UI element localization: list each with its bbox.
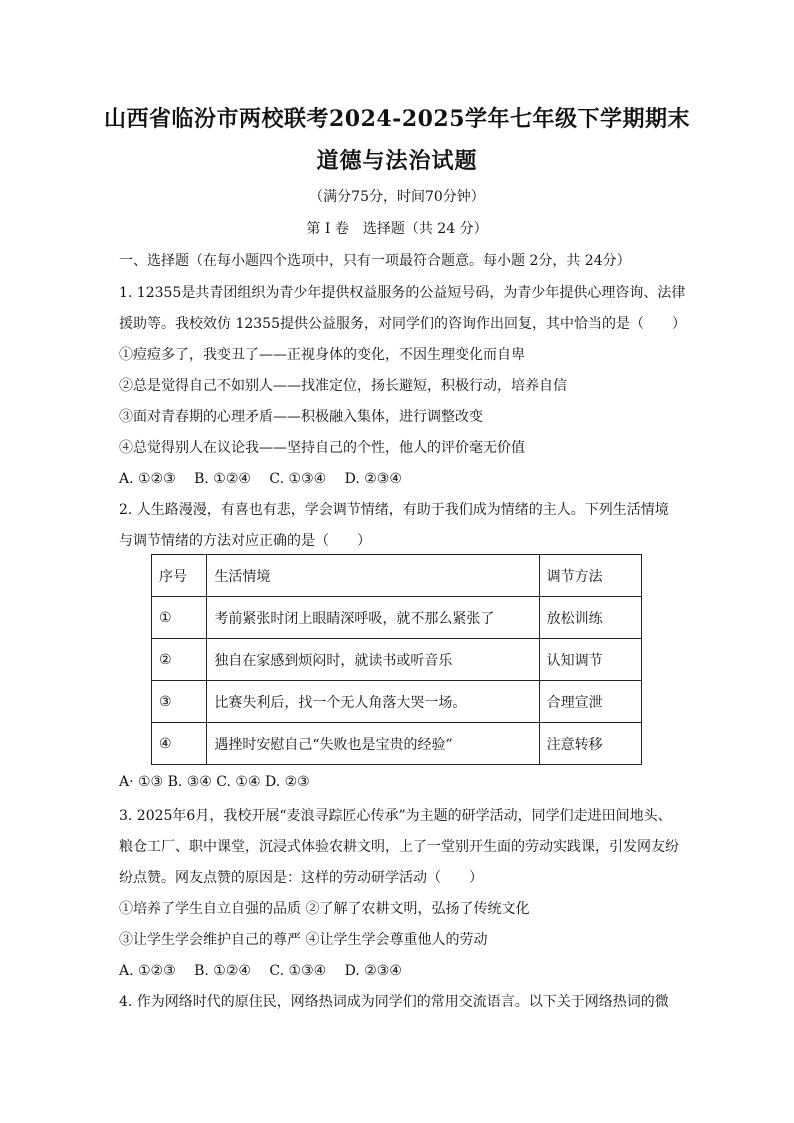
exam-subject: 道德与法治试题 [316,148,478,174]
q1-stem-line2: 援助等。我校效仿 12355提供公益服务，对同学们的咨询作出回复，其中恰当的是（ ） [119,316,686,332]
score-time-note: （满分75分，时间70分钟） [309,189,485,205]
table-cell: ② [152,639,207,681]
q3-items-line2: ③让学生学会维护自己的尊严 ④让学生学会尊重他人的劳动 [119,932,488,948]
table-row [152,597,642,639]
table-row [152,639,642,681]
q3-stem-line2: 粮仓工厂、职中课堂，沉浸式体验农耕文明，上了一堂别开生面的劳动实践课，引发网友纷 [119,839,679,855]
q3-stem-line1: 3. 2025年6月，我校开展“麦浪寻踪匠心传承”为主题的研学活动，同学们走进田间地头、 [119,808,672,824]
q1-stem-line1: 1. 12355是共青团组织为青少年提供权益服务的公益短号码，为青少年提供心理咨询、法律 [119,285,686,301]
q4-stem-line1: 4. 作为网络时代的原住民，网络热词成为同学们的常用交流语言。以下关于网络热词的微 [119,994,669,1010]
volume-heading: 第 I 卷 选择题（共 24 分） [306,221,488,237]
table-header-row [152,555,642,597]
q1-item-2: ②总是觉得自己不如别人——找准定位，扬长避短，积极行动，培养自信 [119,378,567,394]
q3-stem-line3: 纷点赞。网友点赞的原因是：这样的劳动研学活动（ ） [119,870,483,886]
section-heading: 一、选择题（在每小题四个选项中，只有一项最符合题意。每小题 2分，共 24分） [119,253,631,269]
q2-choices: A· ①③ B. ③④ C. ①④ D. ②③ [119,774,310,790]
q3-choices: A. ①②③ B. ①②④ C. ①③④ D. ②③④ [119,963,402,979]
table-cell: 合理宣泄 [539,681,641,723]
table-cell: 遇挫时安慰自己“失败也是宝贵的经验” [207,723,539,765]
q3-items-line1: ①培养了学生自立自强的品质 ②了解了农耕文明，弘扬了传统文化 [119,901,530,917]
table-header-cell: 生活情境 [207,555,539,597]
table-cell: ④ [152,723,207,765]
table-cell: 比赛失利后，找一个无人角落大哭一场。 [207,681,539,723]
table-cell: ③ [152,681,207,723]
q1-item-3: ③面对青春期的心理矛盾——积极融入集体，进行调整改变 [119,409,483,425]
table-row [152,723,642,765]
table-cell: 注意转移 [539,723,641,765]
table-cell: 认知调节 [539,639,641,681]
table-cell: ① [152,597,207,639]
q2-stem-line2: 与调节情绪的方法对应正确的是（ ） [119,533,371,549]
q1-item-4: ④总觉得别人在议论我——坚持自己的个性，他人的评价毫无价值 [119,440,525,456]
q1-item-1: ①痘痘多了，我变丑了——正视身体的变化，不因生理变化而自卑 [119,347,525,363]
table-row [152,681,642,723]
table-header-cell: 序号 [152,555,207,597]
table-header-cell: 调节方法 [539,555,641,597]
q1-choices: A. ①②③ B. ①②④ C. ①③④ D. ②③④ [119,471,402,487]
table-cell: 考前紧张时闭上眼睛深呼吸，就不那么紧张了 [207,597,539,639]
q2-table [151,554,642,765]
exam-title: 山西省临汾市两校联考2024-2025学年七年级下学期期末 [103,106,691,132]
table-cell: 放松训练 [539,597,641,639]
table-cell: 独自在家感到烦闷时，就读书或听音乐 [207,639,539,681]
q2-stem-line1: 2. 人生路漫漫，有喜也有悲，学会调节情绪，有助于我们成为情绪的主人。下列生活情境 [119,502,669,518]
